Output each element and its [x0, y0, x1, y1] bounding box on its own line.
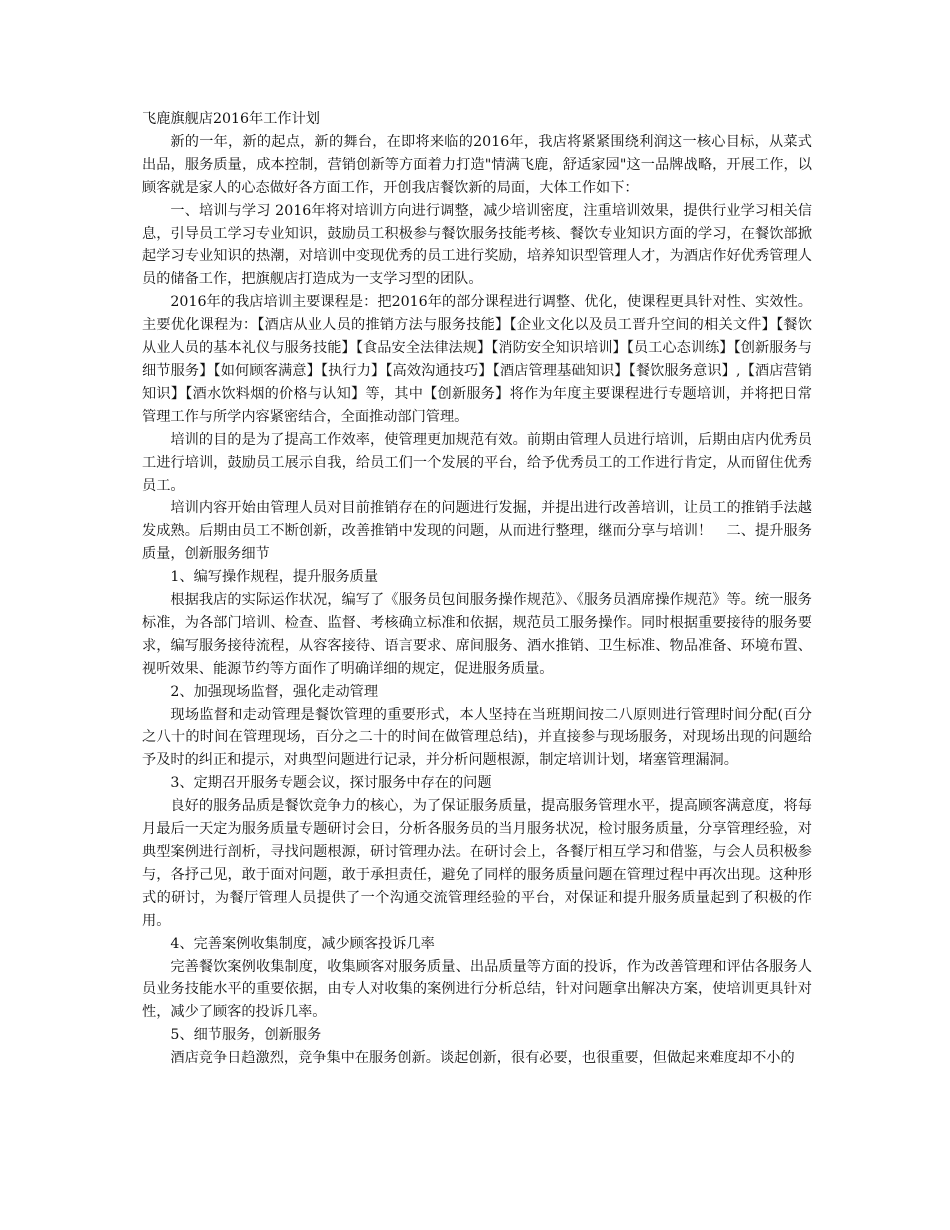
- paragraph: 2016年的我店培训主要课程是：把2016年的部分课程进行调整、优化，使课程更具针对性、实效性。主要优化课程为：【酒店从业人员的推销方法与服务技能】【企业文化以及员工晋升空间的相关文件】【餐饮从业人员的基本礼仪与服务技能】【食品安全法律法规】【消防安全知识培训】【员工心态训练】【创新服务与细节服务】【如何顾客满意】【执行力】【高效沟通技巧】【酒店管理基础知识】【餐饮服务意识】,【酒店营销知识】【酒水饮料烟的价格与认知】等，其中【创新服务】将作为年度主要课程进行专题培训，并将把日常管理工作与所学内容紧密结合，全面推动部门管理。: [142, 294, 812, 425]
- paragraph: 新的一年，新的起点，新的舞台，在即将来临的2016年，我店将紧紧围绕利润这一核心目标，从菜式出品，服务质量，成本控制，营销创新等方面着力打造"情满飞鹿，舒适家园"这一品牌战略，开展工作，以顾客就是家人的心态做好各方面工作，开创我店餐饮新的局面，大体工作如下：: [142, 133, 812, 196]
- paragraph: 完善餐饮案例收集制度，收集顾客对服务质量、出品质量等方面的投诉，作为改善管理和评估各服务人员业务技能水平的重要依据，由专人对收集的案例进行分析总结，针对问题拿出解决方案，使培训更具针对性，减少了顾客的投诉几率。: [142, 958, 812, 1021]
- paragraph: 1、编写操作规程，提升服务质量: [170, 569, 379, 586]
- document-body: [142, 108, 812, 1070]
- paragraph: 根据我店的实际运作状况，编写了《服务员包间服务操作规范》、《服务员酒席操作规范》等。统一服务标准，为各部门培训、检查、监督、考核确立标准和依据，规范员工服务操作。同时根据重要接待的服务要求，编写服务接待流程，从容客接待、语言要求、席间服务、酒水推销、卫生标准、物品准备、环境布置、视听效果、能源节约等方面作了明确详细的规定，促进服务质量。: [142, 592, 812, 677]
- paragraph: 培训内容开始由管理人员对目前推销存在的问题进行发掘，并提出进行改善培训，让员工的推销手法越发成熟。后期由员工不断创新，改善推销中发现的问题，从而进行整理，继而分享与培训！ 二、提升服务质量，创新服务细节: [142, 500, 812, 563]
- paragraph: 一、培训与学习 2016年将对培训方向进行调整，减少培训密度，注重培训效果，提供行业学习相关信息，引导员工学习专业知识，鼓励员工积极参与餐饮服务技能考核、餐饮专业知识方面的学习，在餐饮部掀起学习专业知识的热潮，对培训中变现优秀的员工进行奖励，培养知识型管理人才，为酒店作好优秀管理人员的储备工作，把旗舰店打造成为一支学习型的团队。: [142, 202, 812, 288]
- document-title: 飞鹿旗舰店2016年工作计划: [142, 111, 320, 127]
- paragraph: 5、细节服务，创新服务: [170, 1027, 322, 1044]
- paragraph: 4、完善案例收集制度，减少顾客投诉几率: [170, 935, 435, 952]
- paragraph: 现场监督和走动管理是餐饮管理的重要形式，本人坚持在当班期间按二八原则进行管理时间分配(百分之八十的时间在管理现场，百分之二十的时间在做管理总结)，并直接参与现场服务，对现场出现的问题给予及时的纠正和提示，对典型问题进行记录，并分析问题根源，制定培训计划，堵塞管理漏洞。: [142, 706, 812, 769]
- paragraph: 酒店竞争日趋激烈，竞争集中在服务创新。谈起创新，很有必要，也很重要，但做起来难度却不小的: [170, 1050, 795, 1067]
- paragraph: 培训的目的是为了提高工作效率，使管理更加规范有效。前期由管理人员进行培训，后期由店内优秀员工进行培训，鼓励员工展示自我，给员工们一个发展的平台，给予优秀员工的工作进行肯定，从而留住优秀员工。: [142, 431, 812, 494]
- paragraph-list: [142, 131, 812, 1070]
- paragraph: 3、定期召开服务专题会议，探讨服务中存在的问题: [170, 775, 492, 792]
- paragraph: 2、加强现场监督，强化走动管理: [170, 683, 379, 700]
- paragraph: 良好的服务品质是餐饮竞争力的核心，为了保证服务质量，提高服务管理水平，提高顾客满意度，将每月最后一天定为服务质量专题研讨会日，分析各服务员的当月服务状况，检讨服务质量，分享管理经验，对典型案例进行剖析，寻找问题根源，研讨管理办法。在研讨会上，各餐厅相互学习和借鉴，与会人员积极参与，各抒己见，敢于面对问题，敢于承担责任，避免了同样的服务质量问题在管理过程中再次出现。这种形式的研讨，为餐厅管理人员提供了一个沟通交流管理经验的平台，对保证和提升服务质量起到了积极的作用。: [142, 798, 812, 929]
